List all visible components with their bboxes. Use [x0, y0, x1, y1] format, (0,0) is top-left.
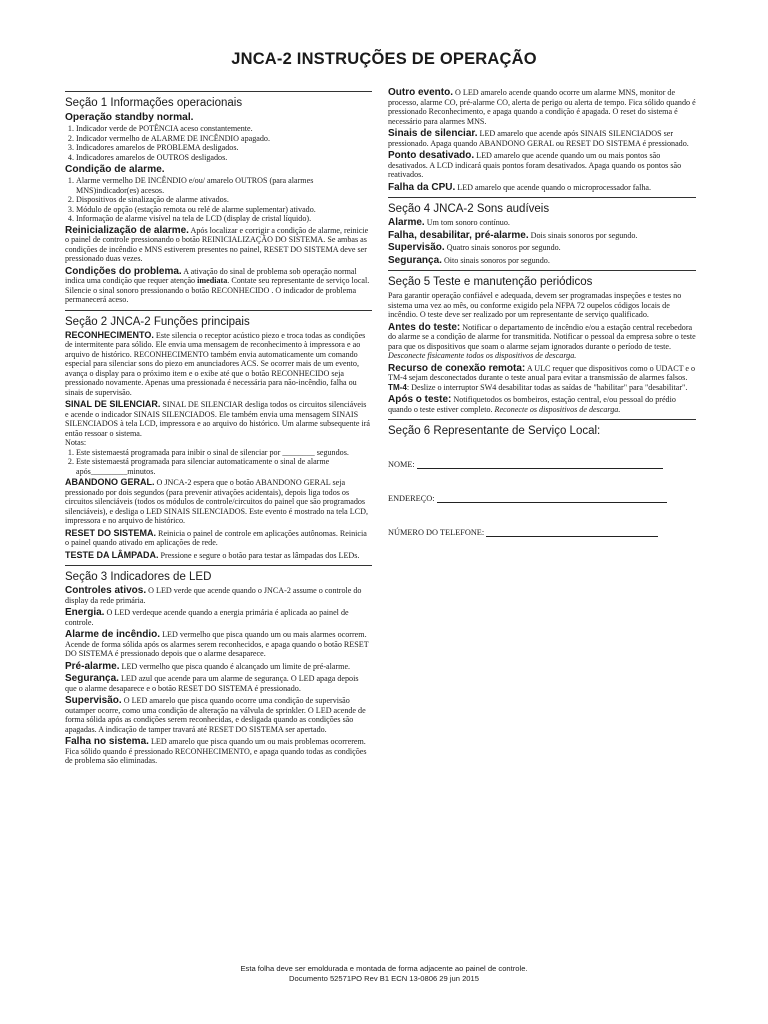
remote-connect-paragraph: [388, 364, 696, 383]
sound-item: [388, 231, 696, 241]
tm4-text: : Deslize o interruptor SW4 desabilitar todas as saídas de "habilitar" para "desabilitar".: [406, 382, 688, 392]
sound-text: Oito sinais sonoros por segundo.: [443, 255, 550, 265]
before-test-term: Antes do teste:: [388, 321, 461, 333]
led-term: Energia.: [65, 607, 105, 618]
led-term: Segurança.: [65, 673, 119, 684]
lamp-test-term: TESTE DA LÂMPADA.: [65, 549, 159, 560]
lamp-test-paragraph: [65, 551, 372, 561]
section-divider: [65, 310, 372, 311]
led-item: [388, 129, 696, 148]
section-3: [65, 571, 372, 766]
acknowledge-paragraph: [65, 331, 372, 398]
system-reset-term: RESET DO SISTEMA.: [65, 527, 157, 538]
address-label: ENDEREÇO:: [388, 494, 435, 503]
list-item: 2. Este sistemaestá programada para silenciar automaticamente o sinal de alarme após_________minutos.: [76, 457, 372, 476]
notes-label: Notas:: [65, 438, 87, 447]
list-item: 3. Indicadores amarelos de PROBLEMA desligados.: [76, 143, 372, 153]
phone-label: NÚMERO DO TELEFONE:: [388, 528, 485, 537]
problem-text-a: A ativação do sinal de problema sob operação normal indica uma condição que requer atenção: [65, 266, 357, 285]
led-text: LED vermelho que pisca quando um ou mais alarmes ocorrem. Acende de forma sólida após os alarmes serem reconhecidos, e apaga quando o botão RESET DO SISTEMA é pressionado depois que o alarme desaparece.: [65, 630, 369, 658]
section-1-heading: Seção 1 Informações operacionais: [65, 97, 243, 109]
led-text: LED amarelo que acende após SINAIS SILENCIADOS ser pressionado. Apaga quando ABANDONO GERAL ou RESET DO SISTEMA é pressionado.: [388, 129, 689, 148]
led-text: O LED amarelo que pisca quando ocorre uma condição de supervisão outamper ocorre, como uma condição de alteração na válvula de sprinkler. O LED acende de forma sólida após as condições serem reconhecidas, e desligada quando as condições são apagadas. A indicação de tamper travará até RESET DO SISTEMA ser apertado.: [65, 696, 366, 734]
left-column: [65, 88, 372, 771]
led-term: Ponto desativado.: [388, 150, 475, 161]
system-reset-text: Reinicia o painel de controle em aplicações autônomas. Reinicia o painel quando ativado em aplicações de rede.: [65, 528, 367, 547]
standby-heading: Operação standby normal.: [65, 112, 194, 123]
led-text: O LED amarelo acende quando ocorre um alarme MNS, monitor de processo, alarme CO, pré-alarme CO, alerta de perigo ou alerta de tempo. Fica sólido quando é pressionado Reconhecimento, e apaga quando a condição é apagada. O reset do sistema é necessário para alarmes MNS.: [388, 88, 696, 126]
led-item: [65, 662, 372, 672]
list-item: 1. Este sistemaestá programada para inibir o sinal de silenciar por ________ segundos.: [76, 448, 372, 458]
section-divider: [65, 565, 372, 566]
sound-item: [388, 218, 696, 228]
led-text: LED azul que acende para um alarme de segurança. O LED apaga depois que o alarme desaparece e o botão RESET DO SISTEMA é pressionado.: [65, 674, 359, 693]
name-label: NOME:: [388, 460, 415, 469]
led-text: LED amarelo que acende quando o microprocessador falha.: [457, 182, 651, 192]
right-column: [388, 88, 696, 562]
sound-text: Um tom sonoro contínuo.: [426, 218, 510, 227]
led-item: [388, 88, 696, 126]
before-test-text: Notificar o departamento de incêndio e/ou a estação central recebedora do alarme se a condição de alarme for transmitida. Notificar o pessoal da empresa sobre o teste para que os dispositivos que soam o alarme sejam ignorados durante o período de teste.: [388, 322, 696, 351]
name-line: [417, 460, 663, 469]
list-item: 4. Informação de alarme visível na tela de LCD (display de cristal líquido).: [76, 214, 372, 224]
led-term: Controles ativos.: [65, 585, 147, 596]
drill-paragraph: [65, 478, 372, 526]
problem-text-emphasis: imediata: [197, 276, 228, 285]
after-test-text: Notifiquetodos os bombeiros, estação central, e/ou pessoal do prédio quando o teste estiver completo.: [388, 395, 676, 414]
section-6-heading: Seção 6 Representante de Serviço Local:: [388, 425, 601, 437]
problem-term: Condições do problema.: [65, 265, 182, 277]
sound-term: Segurança.: [388, 254, 442, 266]
led-term: Alarme de incêndio.: [65, 629, 161, 640]
led-item: [65, 586, 372, 605]
system-reset-paragraph: [65, 529, 372, 548]
sound-item: [388, 256, 696, 266]
notes-list: [65, 448, 372, 477]
list-item: 4. Indicadores amarelos de OUTROS desligados.: [76, 153, 372, 163]
remote-connect-text: A ULC requer que dispositivos como o UDACT e o TM-4 sejam desconectados durante o teste anual para evitar a transmissão de alarmes falsos.: [388, 363, 696, 382]
address-field: [388, 494, 696, 503]
footer-document-info: Documento 52571PO Rev B1 ECN 13-0806 29 jun 2015: [289, 973, 479, 983]
led-text: LED amarelo que acende quando um ou mais pontos são desativados. A LCD indicará quais pontos foram desativados. Apaga quando os pontos são reativados.: [388, 151, 682, 179]
standby-list: [65, 124, 372, 162]
list-item: 3. Módulo de opção (estação remota ou relé de alarme suplementar) ativado.: [76, 205, 372, 215]
alarm-reset-paragraph: [65, 226, 372, 264]
drill-text: O JNCA-2 espera que o botão ABANDONO GERAL seja pressionado por dois segundos (para prevenir ativações acidentais), depois liga todos os circuitos silenciáveis (todos os módulos de controle/circuitos do painel que são programados silenciáveis), e desliga o LED SINAIS SILENCIADOS. Este evento é mostrado na tela LCD, impressora e no arquivo de histórico.: [65, 478, 369, 525]
document-footer: [0, 964, 768, 983]
led-item: [65, 737, 372, 766]
before-test-paragraph: [388, 323, 696, 361]
document-title: JNCA-2 INSTRUÇÕES DE OPERAÇÃO: [231, 50, 537, 68]
silence-text: SINAL DE SILENCIAR desliga todos os circuitos silenciáveis e acende o indicador SINAIS SILENCIADOS. Ele também envia uma mensagem SINAIS SILENCIADOS à tela LCD, impressora e ao arquivo do histórico. Um alarme subsequente irá então ressoar o sistema.: [65, 400, 371, 438]
section-3-continued: [388, 88, 696, 192]
section-1: [65, 97, 372, 305]
after-test-paragraph: [388, 395, 696, 414]
footer-note: Esta folha deve ser emoldurada e montada de forma adjacente ao painel de controle.: [240, 964, 528, 973]
led-item: [65, 696, 372, 734]
led-text: LED vermelho que pisca quando é alcançado um limite de pré-alarme.: [121, 661, 351, 671]
section-5: [388, 276, 696, 414]
section-3-heading: Seção 3 Indicadores de LED: [65, 571, 212, 583]
lamp-test-text: Pressione e segure o botão para testar as lâmpadas dos LEDs.: [160, 550, 360, 560]
list-item: 1. Alarme vermelho DE INCÊNDIO e/ou/ amarelo OUTROS (para alarmes MNS)indicador(es) acesos.: [76, 176, 372, 195]
section-2: [65, 316, 372, 561]
remote-connect-term: Recurso de conexão remota:: [388, 362, 526, 374]
led-term: Sinais de silenciar.: [388, 128, 478, 139]
section-6: [388, 425, 696, 537]
acknowledge-text: Este silencia o receptor acústico piezo e troca todas as condições de intermitente para sólido. Ele envia uma mensagem de reconhecimento à impressora e ao arquivo de histórico. RECONHECIMENTO também envia automaticamente um comando especial para silenciar sons do piezo em anunciadores ACS. Se ocorrer mais de um evento, avança o display para o próximo item e o exibe até que o botão RECONHECIDO seja pressionado novamente. Apenas uma pressionada é necessária para não-incêndio, falha ou sinais de supervisão.: [65, 330, 366, 397]
alarm-heading: Condição de alarme.: [65, 164, 165, 175]
list-item: 2. Dispositivos de sinalização de alarme ativados.: [76, 195, 372, 205]
led-text: O LED verdeque acende quando a energia primária é aplicada ao painel de controle.: [65, 608, 349, 627]
tm4-paragraph: [388, 383, 696, 393]
led-item: [388, 183, 696, 193]
section-5-heading: Seção 5 Teste e manutenção periódicos: [388, 276, 593, 288]
phone-field: [388, 528, 696, 537]
section-2-heading: Seção 2 JNCA-2 Funções principais: [65, 315, 250, 328]
led-term: Pré-alarme.: [65, 660, 120, 672]
led-term: Outro evento.: [388, 87, 454, 98]
led-term: Falha no sistema.: [65, 736, 149, 747]
sound-text: Quatro sinais sonoros por segundo.: [446, 243, 561, 252]
section-divider: [388, 419, 696, 420]
led-text: LED amarelo que pisca quando um ou mais problemas ocorrerem. Fica sólido quando é pressionado RECONHECIMENTO, e apaga quando todas as condições de problema são eliminadas.: [65, 737, 367, 765]
maintenance-intro: Para garantir operação confiável e adequada, devem ser programadas inspeções e testes no sistema uma vez ao mês, ou conforme exigido pela NFPA 72 oupelos códigos locais de incêndio. O teste deve ser realizado por um representante de serviço qualificado.: [388, 291, 682, 319]
section-4-heading: Seção 4 JNCA-2 Sons audíveis: [388, 203, 550, 215]
sound-text: Dois sinais sonoros por segundo.: [530, 230, 638, 240]
section-divider: [388, 270, 696, 271]
problem-paragraph: [65, 267, 372, 305]
alarm-reset-text: Após localizar e corrigir a condição de alarme, reinicie o painel de controle pressionando o botão REINICIALIZAÇÃO DO SISTEMA. Se ambas as condições de incêndio e MNS estiverem presentes no painel, RESET DO SISTEMA deve ser pressionado duas vezes.: [65, 225, 369, 263]
led-item: [388, 151, 696, 180]
sound-term: Falha, desabilitar, pré-alarme.: [388, 229, 529, 241]
before-test-italic: Desconecte fisicamente todos os dispositivos de descarga.: [388, 351, 577, 360]
sound-term: Alarme.: [388, 217, 425, 228]
led-term: Falha da CPU.: [388, 181, 456, 193]
alarm-list: [65, 176, 372, 224]
led-text: O LED verde que acende quando o JNCA-2 assume o controle do display da rede primária.: [65, 586, 362, 605]
led-item: [65, 674, 372, 693]
section-4: [388, 203, 696, 265]
address-line: [437, 494, 667, 503]
after-test-term: Após o teste:: [388, 394, 452, 405]
after-test-italic: Reconecte os dispositivos de descarga.: [494, 404, 621, 414]
problem-text-b: . Contate seu representante de serviço local. Silencie o sinal sonoro pressionando o botão RECONHECIDO . O indicador de problema permanecerá aceso.: [65, 276, 370, 304]
section-divider: [388, 197, 696, 198]
led-item: [65, 630, 372, 659]
phone-line: [486, 528, 658, 537]
alarm-reset-term: Reinicialização de alarme.: [65, 224, 189, 236]
drill-term: ABANDONO GERAL.: [65, 477, 155, 487]
tm4-term: TM-4: [388, 382, 407, 392]
sound-term: Supervisão.: [388, 242, 445, 253]
section-divider: [65, 91, 372, 92]
name-field: [388, 460, 696, 469]
list-item: 1. Indicador verde de POTÊNCIA aceso constantemente.: [76, 124, 372, 134]
led-item: [65, 608, 372, 627]
silence-paragraph: [65, 400, 372, 438]
acknowledge-term: RECONHECIMENTO.: [65, 329, 154, 340]
silence-term: SINAL DE SILENCIAR.: [65, 399, 161, 409]
list-item: 2. Indicador vermelho de ALARME DE INCÊNDIO apagado.: [76, 134, 372, 144]
sound-item: [388, 243, 696, 253]
led-term: Supervisão.: [65, 695, 122, 706]
